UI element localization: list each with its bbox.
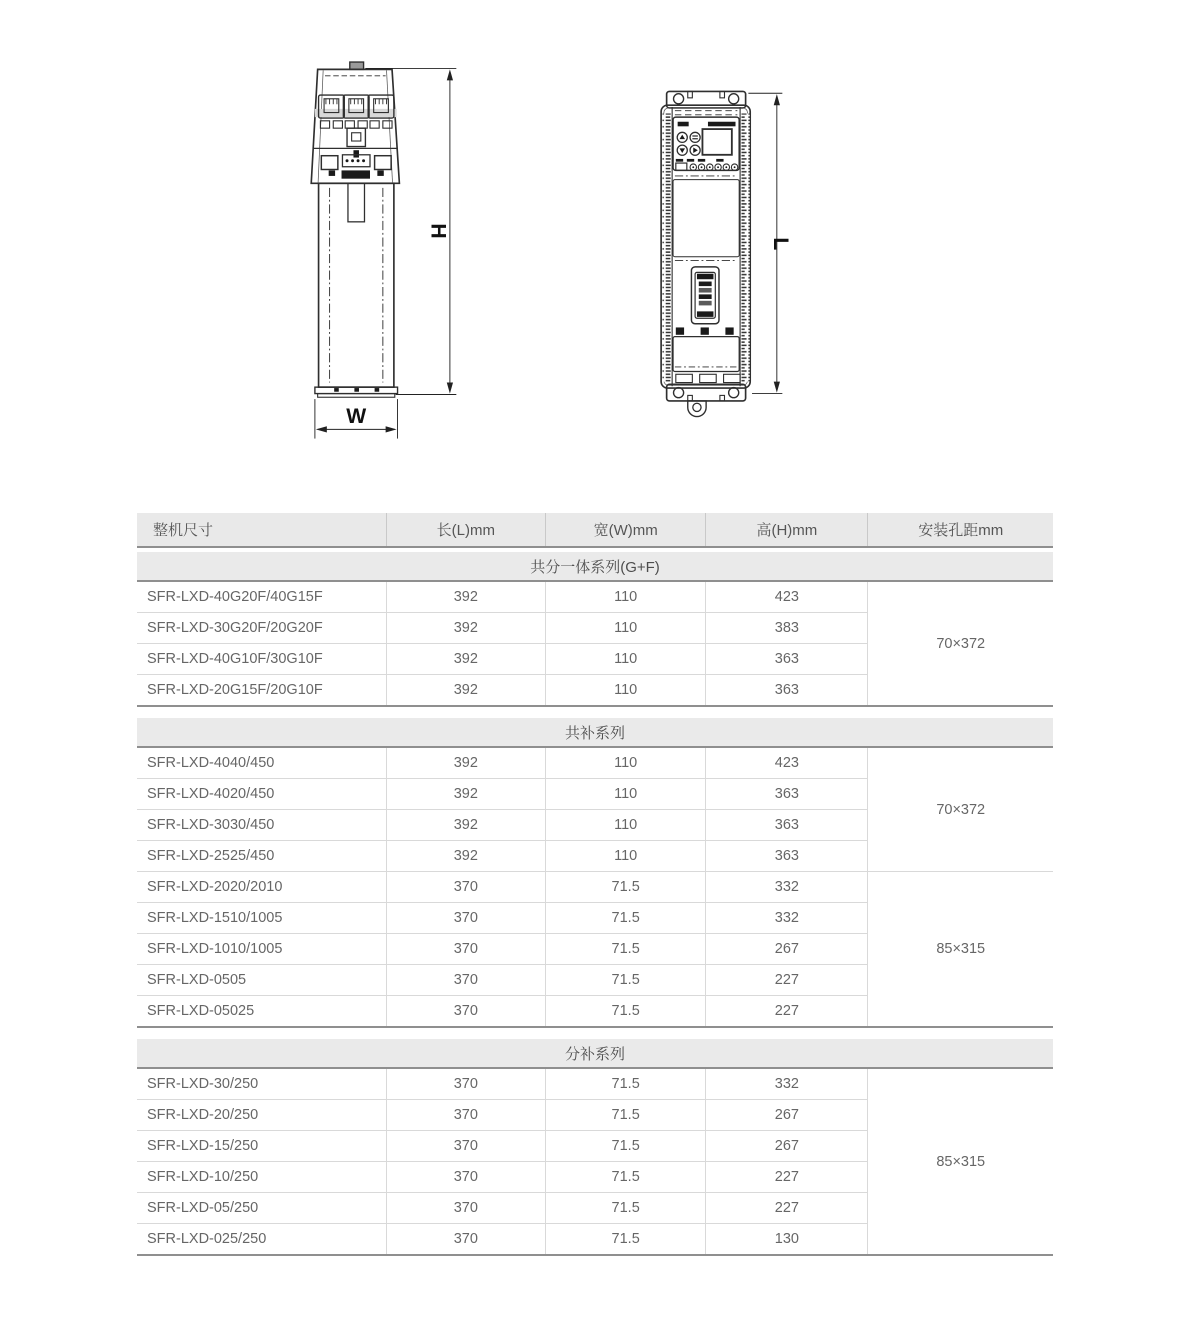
column-header: 安装孔距mm [868, 513, 1053, 547]
width-cell: 71.5 [546, 934, 706, 965]
model-cell: SFR-LXD-3030/450 [137, 810, 386, 841]
height-cell: 332 [706, 1068, 868, 1100]
height-cell: 227 [706, 965, 868, 996]
model-cell: SFR-LXD-15/250 [137, 1131, 386, 1162]
height-cell: 363 [706, 841, 868, 872]
height-dimension-label: H [426, 223, 450, 239]
length-cell: 370 [386, 1162, 545, 1193]
hole-distance-cell: 85×315 [868, 872, 1053, 1028]
spec-table-body [137, 547, 1053, 1255]
width-cell: 110 [546, 675, 706, 707]
length-dimension [748, 93, 792, 393]
width-dimension-label: W [346, 404, 367, 428]
width-cell: 110 [546, 810, 706, 841]
width-cell: 71.5 [546, 872, 706, 903]
height-cell: 363 [706, 644, 868, 675]
spec-table-header [137, 513, 1053, 547]
height-cell: 130 [706, 1224, 868, 1256]
section-title-row [137, 552, 1053, 581]
model-cell: SFR-LXD-20G15F/20G10F [137, 675, 386, 707]
column-header: 整机尺寸 [137, 513, 386, 547]
side-view-diagram [311, 62, 399, 397]
length-cell: 392 [386, 779, 545, 810]
header-row [137, 513, 1053, 547]
model-cell: SFR-LXD-05025 [137, 996, 386, 1028]
length-cell: 392 [386, 613, 545, 644]
model-cell: SFR-LXD-40G20F/40G15F [137, 581, 386, 613]
length-cell: 370 [386, 934, 545, 965]
width-cell: 110 [546, 613, 706, 644]
model-cell: SFR-LXD-40G10F/30G10F [137, 644, 386, 675]
menu-button-icon [690, 132, 700, 142]
height-cell: 332 [706, 872, 868, 903]
length-cell: 392 [386, 841, 545, 872]
height-cell: 227 [706, 1193, 868, 1224]
model-cell: SFR-LXD-4020/450 [137, 779, 386, 810]
width-cell: 71.5 [546, 996, 706, 1028]
height-cell: 423 [706, 747, 868, 779]
table-row [137, 747, 1053, 779]
height-cell: 363 [706, 810, 868, 841]
width-cell: 71.5 [546, 1068, 706, 1100]
model-cell: SFR-LXD-05/250 [137, 1193, 386, 1224]
length-cell: 370 [386, 1224, 545, 1256]
hole-distance-cell: 70×372 [868, 747, 1053, 872]
width-cell: 71.5 [546, 1193, 706, 1224]
section-gap-cell [137, 706, 1053, 718]
section-title-row [137, 1039, 1053, 1068]
breaker-switch [691, 267, 719, 324]
height-cell: 423 [706, 581, 868, 613]
dimension-diagrams [260, 40, 840, 490]
column-header: 长(L)mm [386, 513, 545, 547]
model-cell: SFR-LXD-1510/1005 [137, 903, 386, 934]
section-title-row [137, 718, 1053, 747]
hole-distance-cell: 85×315 [868, 1068, 1053, 1255]
length-cell: 370 [386, 1131, 545, 1162]
length-cell: 370 [386, 996, 545, 1028]
column-header: 高(H)mm [706, 513, 868, 547]
width-cell: 71.5 [546, 903, 706, 934]
height-cell: 332 [706, 903, 868, 934]
width-cell: 71.5 [546, 965, 706, 996]
model-cell: SFR-LXD-1010/1005 [137, 934, 386, 965]
width-cell: 110 [546, 747, 706, 779]
width-cell: 71.5 [546, 1162, 706, 1193]
section-gap [137, 1027, 1053, 1039]
width-cell: 110 [546, 644, 706, 675]
table-row [137, 581, 1053, 613]
length-dimension-label: L [769, 237, 793, 251]
height-cell: 363 [706, 675, 868, 707]
model-cell: SFR-LXD-0505 [137, 965, 386, 996]
length-cell: 370 [386, 1193, 545, 1224]
length-cell: 370 [386, 903, 545, 934]
width-cell: 110 [546, 841, 706, 872]
length-cell: 370 [386, 872, 545, 903]
model-cell: SFR-LXD-20/250 [137, 1100, 386, 1131]
section-gap-cell [137, 1027, 1053, 1039]
model-cell: SFR-LXD-4040/450 [137, 747, 386, 779]
section-gap [137, 706, 1053, 718]
height-cell: 383 [706, 613, 868, 644]
length-cell: 370 [386, 1100, 545, 1131]
panel-switch [676, 163, 687, 170]
model-cell: SFR-LXD-2020/2010 [137, 872, 386, 903]
height-cell: 227 [706, 1162, 868, 1193]
height-cell: 267 [706, 1100, 868, 1131]
length-cell: 392 [386, 747, 545, 779]
side-connectors [321, 155, 391, 179]
height-cell: 363 [706, 779, 868, 810]
indicator-leds [690, 164, 738, 170]
spec-table [137, 513, 1053, 1256]
model-cell: SFR-LXD-10/250 [137, 1162, 386, 1193]
front-view-diagram [661, 91, 750, 416]
height-cell: 267 [706, 1131, 868, 1162]
width-dimension [315, 399, 398, 438]
display-screen [702, 129, 731, 155]
length-cell: 370 [386, 965, 545, 996]
model-cell: SFR-LXD-30G20F/20G20F [137, 613, 386, 644]
dimensions-table-section [137, 513, 1053, 1256]
height-cell: 227 [706, 996, 868, 1028]
section-title: 分补系列 [137, 1039, 1053, 1068]
table-row [137, 1068, 1053, 1100]
width-cell: 110 [546, 581, 706, 613]
column-header: 宽(W)mm [546, 513, 706, 547]
hole-distance-cell: 70×372 [868, 581, 1053, 706]
length-cell: 392 [386, 675, 545, 707]
model-cell: SFR-LXD-025/250 [137, 1224, 386, 1256]
length-cell: 370 [386, 1068, 545, 1100]
length-cell: 392 [386, 810, 545, 841]
height-cell: 267 [706, 934, 868, 965]
section-title: 共补系列 [137, 718, 1053, 747]
length-cell: 392 [386, 581, 545, 613]
table-row [137, 872, 1053, 903]
width-cell: 71.5 [546, 1224, 706, 1256]
control-panel [673, 117, 739, 170]
model-cell: SFR-LXD-2525/450 [137, 841, 386, 872]
width-cell: 71.5 [546, 1131, 706, 1162]
length-cell: 392 [386, 644, 545, 675]
width-cell: 110 [546, 779, 706, 810]
section-title: 共分一体系列(G+F) [137, 552, 1053, 581]
width-cell: 71.5 [546, 1100, 706, 1131]
model-cell: SFR-LXD-30/250 [137, 1068, 386, 1100]
